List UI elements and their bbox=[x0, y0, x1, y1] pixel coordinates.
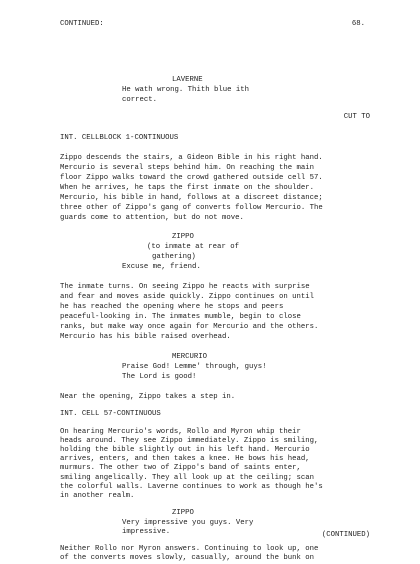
action-line: he has reached the opening where he stops and peers bbox=[60, 303, 284, 311]
action-line: the colorful walls. Laverne continues to work as though he's bbox=[60, 482, 323, 491]
action-line: peaceful-looking in. The inmates mumble, begin to close bbox=[60, 313, 301, 321]
action-line: arrives, enters, and then takes a knee. He bows his head, bbox=[60, 455, 310, 464]
transition-cut-to: CUT TO bbox=[343, 113, 370, 121]
dialogue-line: The Lord is good! bbox=[122, 373, 197, 381]
action-line: and fear and moves aside quickly. Zippo continues on until bbox=[60, 293, 314, 301]
page-number: 68. bbox=[351, 20, 365, 28]
action-line: The inmate turns. On seeing Zippo he reacts with surprise bbox=[60, 283, 310, 291]
action-line: Zippo descends the stairs, a Gideon Bible in his right hand. bbox=[60, 154, 323, 162]
scene-heading: INT. CELLBLOCK 1-CONTINUOUS bbox=[60, 134, 179, 142]
action-line: Near the opening, Zippo takes a step in. bbox=[60, 393, 236, 401]
character-zippo: ZIPPO bbox=[172, 233, 194, 241]
footer-continued: (CONTINUED) bbox=[321, 531, 370, 539]
action-line: When he arrives, he taps the first inmate on the shoulder. bbox=[60, 184, 314, 192]
dialogue-line: Praise God! Lemme' through, guys! bbox=[122, 363, 267, 371]
header-continued: CONTINUED: bbox=[60, 20, 104, 28]
dialogue-line: impressive. bbox=[122, 527, 171, 536]
action-line: holding the bible slightly out in his left hand. Mercurio bbox=[60, 445, 310, 454]
action-line: Mercurio is several steps behind him. On reaching the main bbox=[60, 164, 314, 172]
dialogue-line: correct. bbox=[122, 96, 158, 104]
parenthetical: gathering) bbox=[152, 253, 196, 261]
action-line: guards come to attention, but do not move. bbox=[60, 214, 244, 222]
parenthetical: (to inmate at rear of bbox=[147, 243, 239, 251]
action-line: of the converts moves slowly, casually, around the bunk on bbox=[60, 554, 314, 563]
character-mercurio: MERCURIO bbox=[172, 353, 208, 361]
action-line: murmurs. The other two of Zippo's band of saints enter, bbox=[60, 464, 301, 473]
action-line: smiling angelically. They all look up at the ceiling; scan bbox=[60, 473, 314, 482]
dialogue-line: He wath wrong. Thith blue ith bbox=[122, 86, 249, 94]
action-line: Neither Rollo nor Myron answers. Continuing to look up, one bbox=[60, 545, 319, 554]
scene-heading: INT. CELL 57-CONTINUOUS bbox=[60, 410, 161, 418]
action-line: On hearing Mercurio's words, Rollo and Myron whip their bbox=[60, 427, 301, 436]
action-line: Mercurio, his bible in hand, follows at a discreet distance; bbox=[60, 194, 323, 202]
action-line: ranks, but make way once again for Mercurio and the others. bbox=[60, 323, 319, 331]
character-zippo: ZIPPO bbox=[172, 509, 194, 518]
dialogue-line: Excuse me, friend. bbox=[122, 263, 201, 271]
action-line: in another realm. bbox=[60, 491, 135, 500]
action-line: Mercurio has his bible raised overhead. bbox=[60, 333, 231, 341]
action-line: heads around. They see Zippo immediately. Zippo is smiling, bbox=[60, 436, 319, 445]
action-line: three other of Zippo's gang of converts follow Mercurio. The bbox=[60, 204, 323, 212]
dialogue-line: Very impressive you guys. Very bbox=[122, 518, 254, 527]
action-line: floor Zippo walks toward the crowd gathered outside cell 57. bbox=[60, 174, 323, 182]
character-laverne: LAVERNE bbox=[172, 76, 203, 84]
